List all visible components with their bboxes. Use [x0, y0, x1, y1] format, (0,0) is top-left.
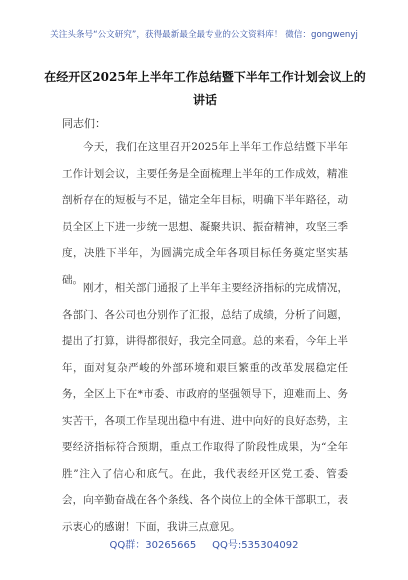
- document-title: 在经开区2025年上半年工作总结暨下半年工作计划会议上的讲话: [44, 70, 366, 107]
- body-paragraph: 刚才，相关部门通报了上半年主要经济指标的完成情况，各部门、各公司也分别作了汇报，总结了成绩，分析了问题，提出了打算，讲得都很好，我完全同意。总的来看，今年上半年，面对复杂严峻的外部环境和艰巨繁重的改革发展稳定任务，全区上下在*市委、市政府的坚强领导下，迎难而上、务实苦干，各项工作呈现出稳中有进、进中向好的良好态势，主要经济指标符合预期，重点工作取得了阶段性成果，为“全年胜”注入了信心和底气。在此，我代表经开区党工委、管委会，向辛勤奋战在各个条线、各个岗位上的全体干部职工，表示衷心的感谢！下面，我讲三点意见。: [62, 282, 348, 533]
- footer-contact: QQ群：30265665 QQ号:535304092: [109, 540, 299, 551]
- body-paragraph: 今天，我们在这里召开2025年上半年工作总结暨下半年工作计划会议，主要任务是全面梳理上半年的工作成效，精准剖析存在的短板与不足，锚定全年目标，明确下半年路径，动员全区上下进一步统一思想、凝聚共识、振奋精神，攻坚三季度，决胜下半年，为圆满完成全年各项目标任务奠定坚实基础。: [62, 141, 348, 286]
- salutation: 同志们：: [62, 117, 106, 130]
- header-notice: 关注头条号“公文研究”，获得最新最全最专业的公文资料库！ 微信：gongwenyj: [50, 30, 358, 40]
